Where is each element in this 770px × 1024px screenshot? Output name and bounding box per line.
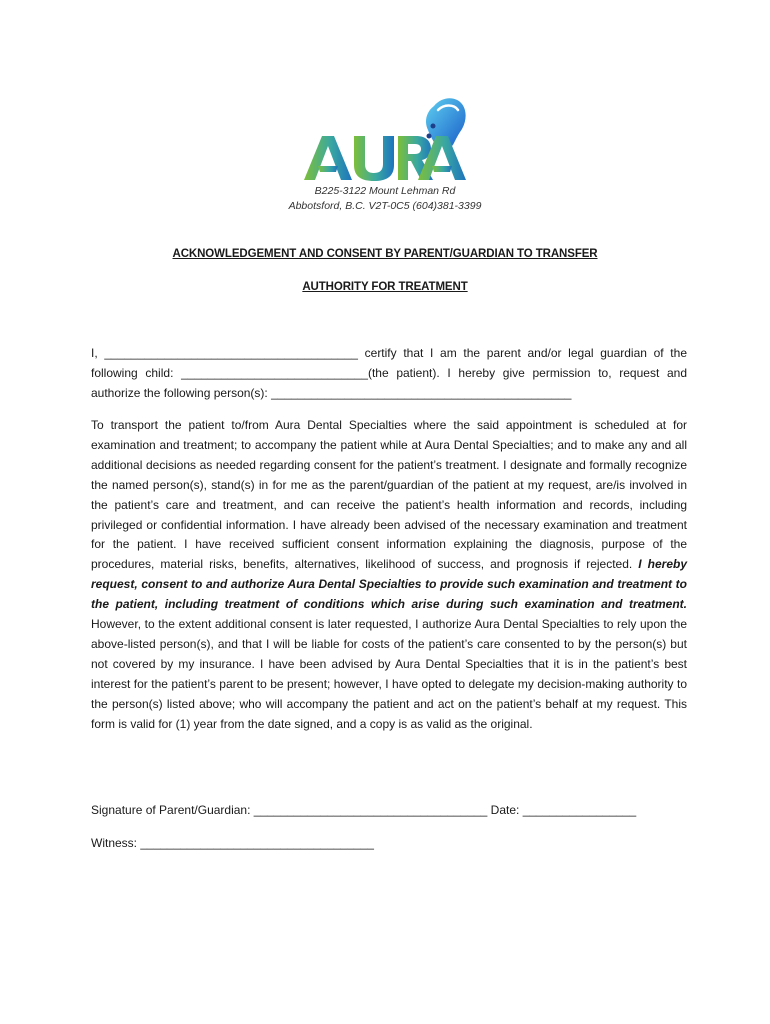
document-title-line-1: ACKNOWLEDGEMENT AND CONSENT BY PARENT/GUARDIAN TO TRANSFER (172, 248, 598, 260)
aura-logo (296, 92, 472, 184)
witness-line: Witness: ___________________________________ (91, 836, 374, 850)
signature-date-line: Signature of Parent/Guardian: ___________________________________ Date: _________________ (91, 803, 637, 817)
consent-text-part-2: However, to the extent additional consent is later requested, I authorize Aura Dental Specialties to rely upon the above-listed person(s), and that I will be liable for costs of the patient’s care consented to by the person(s) but not covered by my insurance. I have been advised by Aura Dental Specialties that it is in the patient’s best interest for the patient’s parent to be present; however, I have opted to delegate my decision-making authority to the person(s) listed above; who will accompany the patient and act on the patient’s behalf at my request. This form is valid for (1) year from the date signed, and a copy is as valid as the original. (91, 617, 687, 731)
consent-emphasis-text: I hereby request, consent to and authorize Aura Dental Specialties to provide such examination and treatment to the patient, including treatment of conditions which arise during such examination and treatment. (91, 557, 687, 612)
address-line-1: B225-3122 Mount Lehman Rd (314, 185, 456, 197)
document-title-line-2: AUTHORITY FOR TREATMENT (302, 281, 468, 293)
consent-body-paragraph (91, 416, 687, 735)
aura-wordmark (304, 136, 466, 181)
address-line-2: Abbotsford, B.C. V2T-0C5 (604)381-3399 (288, 200, 482, 212)
guardian-declaration-paragraph: I, ______________________________________ certify that I am the parent and/or legal guardian of the following child: ____________________________(the patient). I hereby give permission to, request and authorize the following person(s): _____________________________________________ (91, 346, 687, 400)
consent-text-part-1: To transport the patient to/from Aura Dental Specialties where the said appointment is scheduled at for examination and treatment; to accompany the patient while at Aura Dental Specialties; and to make any and all additional decisions as needed regarding consent for the patient’s treatment. I designate and formally recognize the named person(s), stand(s) in for me as the parent/guardian of the patient at my request, are/is involved in the patient’s care and treatment, and can receive the patient’s health information and records, including privileged or confidential information. I have already been advised of the necessary examination and treatment for the patient. I have received sufficient consent information explaining the diagnosis, purpose of the procedures, material risks, benefits, alternatives, likelihood of success, and prognosis if rejected. (91, 418, 687, 572)
